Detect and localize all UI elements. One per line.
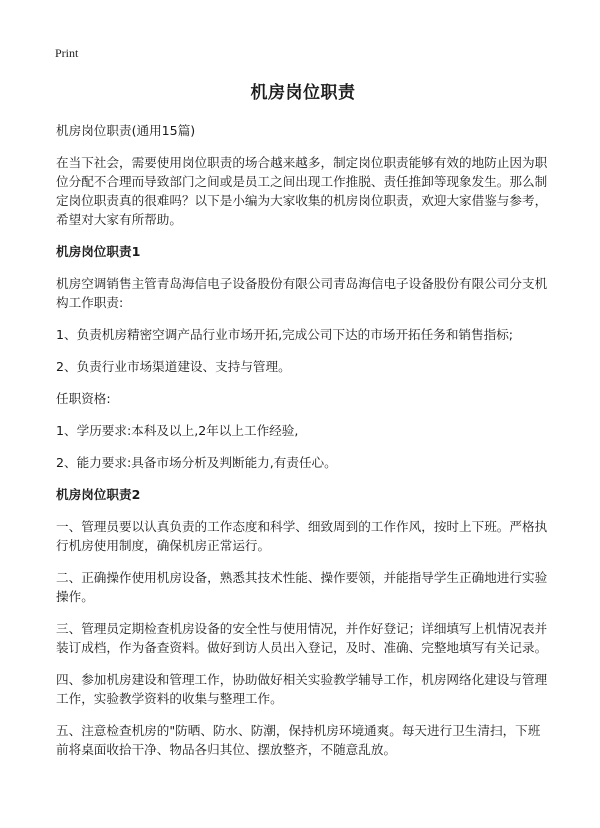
paragraph: 五、注意检查机房的"防晒、防水、防潮，保持机房环境通爽。每天进行卫生清扫，下班前将桌面收拾干净、物品各归其位、摆放整齐，不随意乱放。 bbox=[56, 723, 541, 757]
paragraph: 一、管理员要以认真负责的工作态度和科学、细致周到的工作作风，按时上下班。严格执行机房使用制度，确保机房正常运行。 bbox=[56, 519, 548, 553]
paragraph: 任职资格: bbox=[56, 391, 111, 406]
intro-paragraph: 在当下社会，需要使用岗位职责的场合越来越多，制定岗位职责能够有效的地防止因为职位分配不合理而导致部门之间或是员工之间出现工作推脱、责任推卸等现象发生。那么制定岗位职责真的很难吗？以下是小编为大家收集的机房岗位职责，欢迎大家借鉴与参考，希望对大家有所帮助。 bbox=[56, 155, 548, 227]
document-body bbox=[56, 78, 550, 772]
paragraph: 四、参加机房建设和管理工作，协助做好相关实验教学辅导工作，机房网络化建设与管理工作，实验教学资料的收集与整理工作。 bbox=[56, 672, 548, 706]
paragraph: 三、管理员定期检查机房设备的安全性与使用情况，并作好登记；详细填写上机情况表并装订成档，作为备查资料。做好到访人员出入登记，及时、准确、完整地填写有关记录。 bbox=[56, 621, 548, 655]
paragraph: 1、学历要求:本科及以上,2年以上工作经验, bbox=[56, 423, 299, 438]
print-link[interactable]: Print bbox=[55, 46, 79, 60]
paragraph: 机房空调销售主管青岛海信电子设备股份有限公司青岛海信电子设备股份有限公司分支机构工作职责: bbox=[56, 276, 548, 310]
paragraph: 2、负责行业市场渠道建设、支持与管理。 bbox=[56, 359, 291, 374]
document-subtitle: 机房岗位职责(通用15篇) bbox=[56, 123, 196, 138]
paragraph: 1、负责机房精密空调产品行业市场开拓,完成公司下达的市场开拓任务和销售指标; bbox=[56, 327, 514, 342]
paragraph: 二、正确操作使用机房设备，熟悉其技术性能、操作要领，并能指导学生正确地进行实验操作。 bbox=[56, 570, 548, 604]
page-title: 机房岗位职责 bbox=[250, 83, 356, 103]
section-heading: 机房岗位职责1 bbox=[56, 244, 141, 259]
section-heading: 机房岗位职责2 bbox=[56, 487, 141, 502]
paragraph: 2、能力要求:具备市场分析及判断能力,有责任心。 bbox=[56, 455, 337, 470]
